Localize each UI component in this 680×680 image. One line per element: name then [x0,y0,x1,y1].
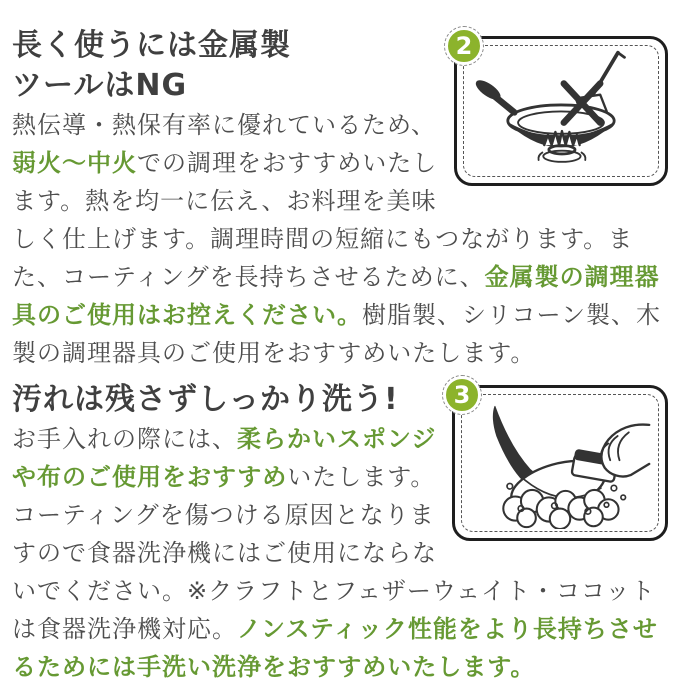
highlight-run: 柔らかいスポンジや布のご使用をおすすめ [12,425,437,491]
heading-line: 汚れは残さずしっかり洗う! [12,382,399,417]
illustration-frame [454,36,668,186]
step-3-illustration-box [452,381,668,541]
section-wash-thoroughly [12,380,668,680]
heading-line: 長く使うには金属製 [12,28,291,63]
text-run: での調理をおすすめいたします。熱を均一に伝え、お料理を美味しく仕上げます。調理時間の短縮にもつながります。また、コーティングを長持ちさせるために、 [12,149,634,291]
text-run: 熱伝導・熱保有率に優れているため、 [12,111,437,139]
heading-line: ツールはNG [12,68,188,103]
text-run: 樹脂製、シリコーン製、木製の調理器具のご使用をおすすめいたします。 [12,301,662,367]
step-2-illustration-box [454,32,668,186]
frying-pan-stove-x-icon [466,48,656,174]
highlight-run: 金属製の調理器具のご使用はお控えください。 [12,263,660,329]
text-run: いたします。コーティングを傷つける原因となりますので食器洗浄機にはご使用にならないでください。※クラフトとフェザーウェイト・ココットは食器洗浄機対応。 [12,463,656,643]
text-run: お手入れの際には、 [12,425,237,453]
pan-washing-sponge-icon [464,397,656,529]
highlight-run: 弱火〜中火 [12,149,137,177]
highlight-run: ノンスティック性能をより長持ちさせるためには手洗い洗浄をおすすめいたします。 [12,615,658,680]
step-number-badge: 2 [445,27,483,65]
illustration-frame [452,385,668,541]
step-number-badge: 3 [443,376,481,414]
section-metal-tools-ng [12,26,668,372]
